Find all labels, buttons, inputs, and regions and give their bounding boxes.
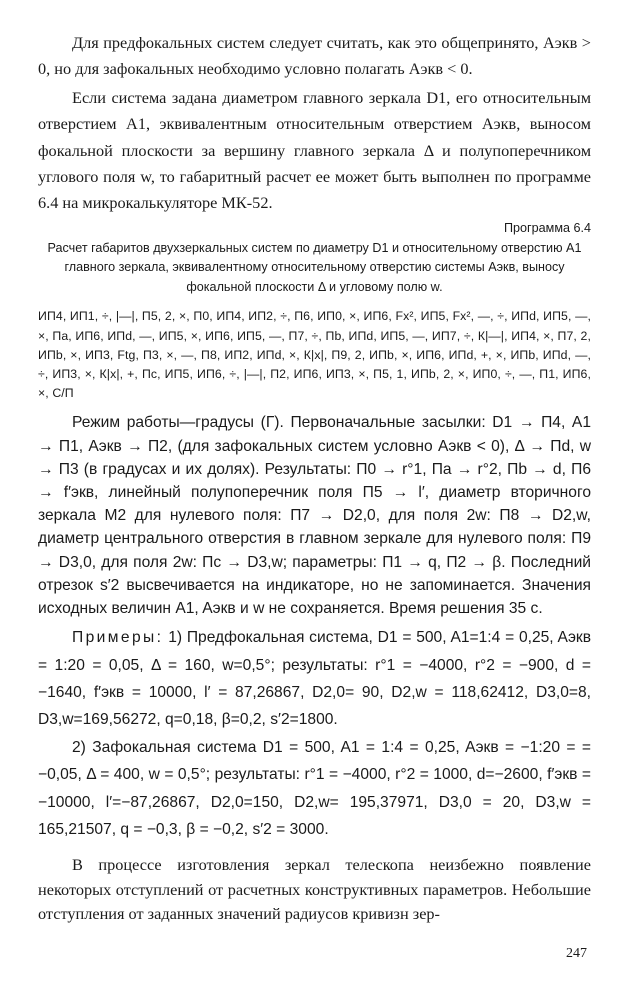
page-number: 247: [566, 946, 587, 961]
example-1: [38, 624, 591, 734]
example-1-text: 1) Предфокальная система, D1 = 500, A1=1:4 = 0,25, Aэкв = 1:20 = 0,05, Δ = 160, w=0,5°; результаты: r°1 = −4000, r°2 = −900, d = −1640, f′экв = 10000, l′ = 87,26867, D2,0= 90, D2,w = 118,62412, D3,0=8, D3,w=169,56272, q=0,18, β=0,2, s′2=1800.: [38, 629, 592, 729]
examples-word: Примеры:: [72, 629, 164, 647]
page-body: [38, 30, 591, 926]
paragraph-setup: Если система задана диаметром главного зеркала D1, его относительным отверстием A1, эквивалентным относительным отверстием Aэкв, выносом фокальной плоскости за вершину главного зеркала Δ и полупоперечником углового поля w, то габаритный расчет ее может быть выполнен по программе 6.4 на микрокалькуляторе МК-52.: [38, 87, 591, 213]
paragraph-closing: В процессе изготовления зеркал телескопа неизбежно появление некоторых отступлений от расчетных конструктивных параметров. Небольшие отступления от заданных значений радиусов кривизн зер-: [38, 855, 591, 923]
examples-block: [38, 624, 591, 843]
program-title: Расчет габаритов двухзеркальных систем по диаметру D1 и относительному отверстию A1 главного зеркала, эквивалентному относительному отверстию системы Aэкв, выносу фокальной плоскости Δ и угловому полю w.: [47, 240, 582, 294]
paragraph-mode: Режим работы—градусы (Г). Первоначальные засылки: D1 → П4, A1 → П1, Aэкв → П2, (для зафокальных систем условно Aэкв < 0), Δ → Пd, w → П3 (в градусах и их долях). Результаты: П0 → r°1, Па → r°2, Пb → d, П6 → f′экв, линейный полупоперечник поля П5 → l′, диаметр вторичного зеркала М2 для нулевого поля: П7 → D2,0, для поля 2w: П8 → D2,w, диаметр центрального отверстия в главном зеркале для нулевого поля: П9 → D3,0, для поля 2w: Пс → D3,w; параметры: П1 → q, П2 → β. Последний отрезок s′2 высвечивается на индикаторе, но не запоминается. Значения исходных величин A1, Aэкв и w не сохраняется. Время решения 35 с.: [38, 414, 591, 617]
paragraph-intro: Для предфокальных систем следует считать, как это общепринято, Aэкв > 0, но для зафокальных необходимо условно полагать Aэкв < 0.: [38, 33, 591, 79]
example-2: 2) Зафокальная система D1 = 500, A1 = 1:4 = 0,25, Aэкв = −1:20 = = −0,05, Δ = 400, w = 0,5°; результаты: r°1 = −4000, r°2 = 1000, d=−2600, f′экв = −10000, l′=−87,26867, D2,0=150, D2,w= 195,37971, D3,0 = 20, D3,w = 165,21507, q = −0,3, β = −0,2, s′2 = 3000.: [38, 738, 591, 839]
program-label: Программа 6.4: [504, 220, 591, 235]
program-code: ИП4, ИП1, ÷, |—|, П5, 2, ×, П0, ИП4, ИП2, ÷, П6, ИП0, ×, ИП6, Fx², ИП5, Fx², —, ÷, ИПd, ИП5, —, ×, Па, ИП6, ИПd, —, ИП5, ×, ИП6, ИП5, —, П7, ÷, Пb, ИПd, ИП5, —, ИП7, ÷, К|—|, ИП4, ×, П7, 2, ИПb, ×, ИП3, Ftg, П3, ×, —, П8, ИП2, ИПd, ×, К|x|, П9, 2, ИПb, ×, ИП6, ИПd, +, ×, ИПb, ИПd, —, ÷, ИП3, ×, К|x|, +, Пс, ИП5, ИП6, ÷, |—|, П2, ИП6, ИП3, ×, П5, 1, ИПb, 2, ×, ИП0, ÷, —, П1, ИП6, ×, С/П: [38, 309, 591, 401]
